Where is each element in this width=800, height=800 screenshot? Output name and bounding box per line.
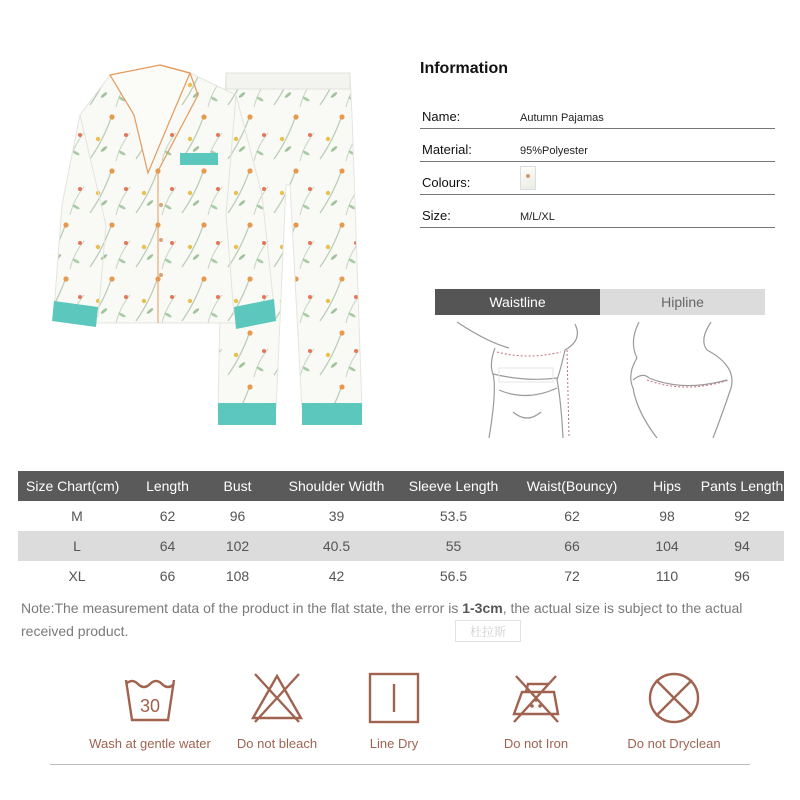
measurement-tabs <box>435 289 765 315</box>
table-cell: 56.5 <box>439 568 468 584</box>
table-cell: 96 <box>229 508 246 524</box>
info-row-size <box>420 195 775 228</box>
table-cell: 39 <box>328 508 345 524</box>
brand-watermark: 杜拉斯 <box>455 620 521 642</box>
info-row-material <box>420 129 775 162</box>
product-image <box>40 55 380 435</box>
table-cell: 94 <box>734 538 750 554</box>
care-label: Wash at gentle water <box>89 736 211 751</box>
note-text: , the actual size is subject to the actual received product. <box>21 600 743 639</box>
info-key: Material: <box>422 142 472 157</box>
info-key: Size: <box>422 208 451 223</box>
table-cell: 92 <box>734 508 750 524</box>
table-cell: 64 <box>159 538 176 554</box>
table-cell: 98 <box>659 508 675 524</box>
care-label: Do not Dryclean <box>627 736 721 751</box>
table-cell: 104 <box>655 538 679 554</box>
table-header-cell: Bust <box>223 478 252 494</box>
table-cell: XL <box>68 568 86 584</box>
tab-waistline[interactable]: Waistline <box>435 289 600 315</box>
waistline-figure <box>437 320 597 442</box>
line-dry-icon <box>366 670 422 726</box>
note-text: Note:The measurement data of the product in the flat state, the error is <box>21 600 463 616</box>
product-information <box>420 60 775 228</box>
wash-temp-label: 30 <box>139 696 161 716</box>
care-label: Line Dry <box>369 736 419 751</box>
info-value: Autumn Pajamas <box>520 112 604 124</box>
table-header-row <box>18 471 784 501</box>
table-header-cell: Waist(Bouncy) <box>526 478 618 494</box>
table-row <box>18 531 784 561</box>
info-value: 95%Polyester <box>520 145 588 157</box>
table-cell: 108 <box>225 568 250 584</box>
no-bleach-icon <box>249 670 305 726</box>
table-cell: 72 <box>564 568 580 584</box>
hipline-figure <box>603 320 763 442</box>
table-header-cell: Pants Length <box>700 478 784 494</box>
table-header-cell: Sleeve Length <box>408 478 499 494</box>
care-label: Do not bleach <box>236 736 318 751</box>
info-value: M/L/XL <box>520 211 555 223</box>
table-cell: 53.5 <box>439 508 468 524</box>
table-row <box>18 501 784 531</box>
no-dryclean-icon <box>646 670 702 726</box>
tab-hipline[interactable]: Hipline <box>600 289 765 315</box>
table-cell: 110 <box>655 568 679 584</box>
table-cell: 62 <box>159 508 176 524</box>
care-no-dryclean <box>604 670 744 751</box>
care-wash-gentle <box>80 670 220 751</box>
table-cell: 66 <box>564 538 580 554</box>
table-cell: 40.5 <box>322 538 351 554</box>
care-label: Do not Iron <box>503 736 569 751</box>
info-key: Name: <box>422 109 461 124</box>
table-header-cell: Shoulder Width <box>288 478 385 494</box>
table-row <box>18 561 784 591</box>
wash-30-icon <box>122 670 178 726</box>
care-no-iron <box>466 670 606 751</box>
no-iron-icon <box>508 670 564 726</box>
table-cell: 66 <box>159 568 176 584</box>
info-key: Colours: <box>422 175 471 190</box>
table-header-cell: Hips <box>652 478 681 494</box>
table-cell: 102 <box>225 538 250 554</box>
table-cell: 42 <box>328 568 345 584</box>
table-cell: 55 <box>445 538 462 554</box>
size-chart-table <box>18 471 784 591</box>
information-title: Information <box>420 60 508 77</box>
table-cell: L <box>73 538 81 554</box>
note-error-range: 1-3cm <box>462 600 503 616</box>
divider <box>50 764 750 765</box>
table-cell: 96 <box>734 568 750 584</box>
table-cell: M <box>71 508 83 524</box>
table-cell: 62 <box>564 508 580 524</box>
table-header-cell: Length <box>146 478 189 494</box>
table-header-cell: Size Chart(cm) <box>26 478 120 494</box>
care-line-dry <box>324 670 464 751</box>
measurement-note <box>21 597 786 643</box>
colour-swatch <box>520 166 536 190</box>
info-row-name <box>420 96 775 129</box>
info-row-colours <box>420 162 775 195</box>
